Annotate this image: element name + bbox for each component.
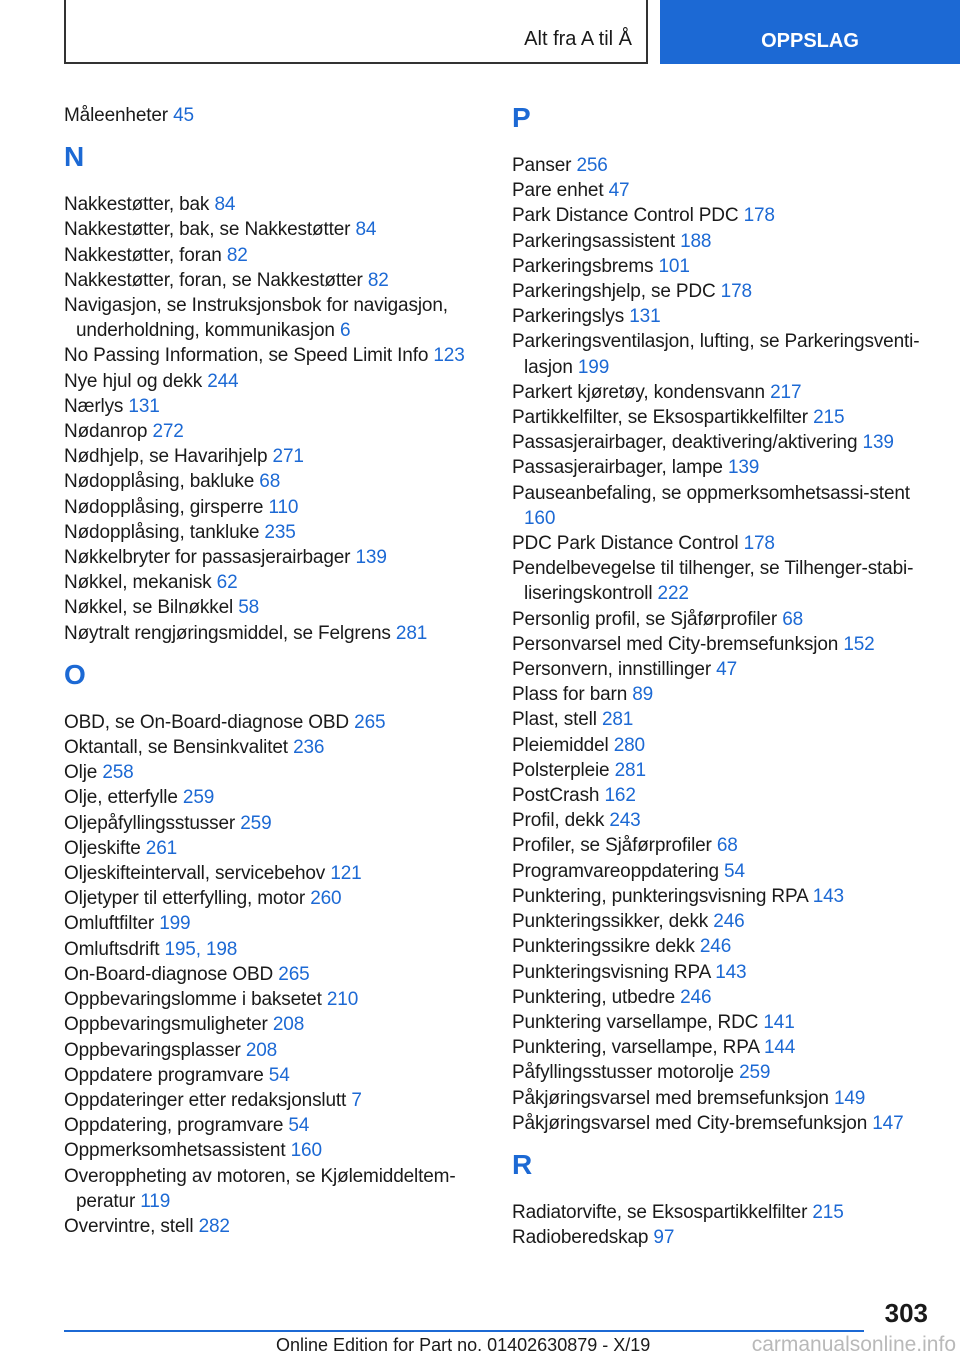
index-term: Måleenheter (64, 105, 168, 126)
index-entry (64, 1063, 484, 1088)
index-entry (512, 1060, 932, 1085)
index-entry (512, 556, 932, 606)
index-term: Punktering, punkteringsvisning RPA (512, 885, 808, 907)
page-reference-link[interactable]: 47 (716, 659, 738, 681)
index-term: Olje, etterfylle (64, 787, 178, 809)
index-term: Nøkkel, mekanisk (64, 572, 212, 594)
page-reference-link[interactable]: 210 (326, 989, 359, 1011)
index-entry (512, 808, 932, 833)
page-reference-link[interactable]: 121 (330, 863, 362, 885)
index-entry (512, 833, 932, 858)
index-entry (64, 710, 484, 735)
page-reference-link[interactable]: 97 (653, 1227, 675, 1249)
page-reference-link[interactable]: 256 (576, 155, 608, 176)
index-entry (64, 1012, 484, 1037)
index-entry (64, 369, 484, 394)
index-entry (512, 1111, 932, 1136)
header-section-box (64, 0, 648, 64)
page-reference-link[interactable]: 162 (604, 785, 636, 807)
index-entry (512, 531, 932, 556)
index-entry (64, 293, 484, 343)
page-reference-link[interactable]: 265 (354, 711, 386, 733)
index-entry (512, 1035, 932, 1060)
page-reference-link[interactable]: 143 (812, 885, 844, 907)
index-entry (512, 909, 932, 934)
page-reference-link[interactable]: 144 (763, 1037, 796, 1059)
index-entry (64, 469, 484, 494)
page-number: 303 (884, 1298, 928, 1328)
index-entry (64, 861, 484, 886)
page-reference-link[interactable]: 244 (207, 370, 239, 392)
page-reference-link[interactable]: 82 (226, 244, 248, 266)
index-term: Oppdatere programvare (64, 1064, 264, 1086)
page-reference-link[interactable]: 178 (720, 281, 752, 303)
page-reference-link[interactable]: 160 (524, 507, 556, 529)
index-entry (64, 1138, 484, 1163)
index-term: Overvintre, stell (64, 1215, 194, 1237)
page-reference-link[interactable]: 152 (843, 633, 875, 655)
index-entry (64, 785, 484, 810)
index-entry (64, 1113, 484, 1138)
index-letter-heading: N (64, 141, 85, 173)
page-reference-link[interactable]: 131 (629, 306, 661, 328)
index-entry (64, 962, 484, 987)
edition-text: Online Edition for Part no. 01402630879 - X/19 (276, 1335, 651, 1355)
page-reference-link[interactable]: 215 (812, 1201, 844, 1223)
index-term: Pendelbevegelse til tilhenger, se Tilhenger-stabi-liseringskontroll (512, 558, 914, 605)
index-entry (512, 229, 932, 254)
index-entry (64, 987, 484, 1012)
index-term: Nødopplåsing, bakluke (64, 471, 255, 493)
index-term: Omluftsdrift (64, 938, 160, 960)
index-term: Radioberedskap (512, 1227, 649, 1249)
index-term: Nøytralt rengjøringsmiddel, se Felgrens (64, 622, 391, 644)
index-term: Oktantall, se Bensinkvalitet (64, 737, 288, 759)
index-term: Oppmerksomhetsassistent (64, 1140, 286, 1162)
index-term: Pleiemiddel (512, 734, 609, 756)
page-reference-link[interactable]: 178 (743, 205, 775, 227)
page-reference-link[interactable]: 222 (657, 583, 689, 605)
index-entry (512, 481, 932, 531)
index-entry (512, 455, 932, 480)
page-reference-link[interactable]: 82 (367, 269, 389, 291)
index-entry (512, 960, 932, 985)
index-term: Nærlys (64, 395, 124, 417)
index-entry (512, 733, 932, 758)
page-reference-link[interactable]: 101 (658, 255, 690, 277)
index-term: Nødhjelp, se Havarihjelp (64, 446, 268, 468)
index-entry (64, 811, 484, 836)
index-term: Nøkkelbryter for passasjerairbager (64, 547, 351, 569)
index-term: Pare enhet (512, 180, 604, 202)
page-reference-link[interactable]: 282 (198, 1215, 230, 1237)
index-entry (64, 520, 484, 545)
page-reference-link[interactable]: 178 (743, 533, 775, 555)
index-term: Personlig profil, se Sjåførprofiler (512, 608, 778, 630)
index-term: Oljeskifte (64, 837, 141, 859)
index-term: PostCrash (512, 785, 600, 807)
index-entry (64, 1038, 484, 1063)
index-entry (64, 836, 484, 861)
index-column-right (512, 103, 932, 1250)
index-entry (64, 937, 484, 962)
index-entry (512, 758, 932, 783)
index-term: Oljeskifteintervall, servicebehov (64, 863, 326, 885)
index-entry (512, 985, 932, 1010)
page-reference-link[interactable]: 235 (264, 521, 296, 543)
page-reference-link[interactable]: 160 (290, 1140, 322, 1162)
index-term: Passasjerairbager, lampe (512, 457, 723, 479)
page-reference-link[interactable]: 89 (632, 684, 654, 706)
index-term: Punktering varsellampe, RDC (512, 1011, 759, 1033)
index-term: Punkteringssikre dekk (512, 936, 695, 958)
index-term: Programvareoppdatering (512, 860, 719, 882)
page-reference-link[interactable]: 281 (601, 709, 634, 731)
index-term: Punktering, utbedre (512, 986, 675, 1008)
index-term: Parkeringshjelp, se PDC (512, 281, 716, 303)
index-entry (64, 545, 484, 570)
page-reference-link[interactable]: 260 (310, 888, 342, 910)
page-reference-link[interactable]: 54 (288, 1115, 310, 1137)
page-reference-link[interactable]: 84 (214, 194, 236, 216)
index-term: Oljepåfyllingsstusser (64, 812, 236, 834)
index-term: Nakkestøtter, foran, se Nakkestøtter (64, 269, 363, 291)
index-entry (64, 343, 484, 368)
index-term: Parkeringslys (512, 306, 625, 328)
index-term: PDC Park Distance Control (512, 533, 739, 555)
index-term: Oppdateringer etter redaksjonslutt (64, 1089, 347, 1111)
page-reference-link[interactable]: 139 (862, 432, 894, 454)
index-entry (64, 570, 484, 595)
index-entry (64, 394, 484, 419)
index-letter-heading: O (64, 658, 86, 690)
index-term: Punkteringsvisning RPA (512, 961, 711, 983)
index-entry (64, 243, 484, 268)
page-reference-link[interactable]: 265 (278, 963, 310, 985)
index-term: Radiatorvifte, se Eksospartikkelfilter (512, 1201, 808, 1223)
page-reference-link[interactable]: 246 (699, 936, 732, 958)
index-term: Plass for barn (512, 684, 628, 706)
index-term: Parkeringsassistent (512, 230, 675, 252)
footer-divider (64, 1330, 864, 1332)
index-term: Plast, stell (512, 709, 597, 731)
index-term: Punkteringssikker, dekk (512, 911, 709, 933)
index-entry (512, 254, 932, 279)
index-term: Polsterpleie (512, 759, 610, 781)
page-reference-link[interactable]: 123 (433, 345, 465, 367)
index-term: Personvarsel med City-bremsefunksjon (512, 633, 839, 655)
index-entry (512, 1010, 932, 1035)
page-reference-link[interactable]: 68 (782, 608, 804, 630)
index-term: Påfyllingsstusser motorolje (512, 1062, 734, 1084)
page-reference-link[interactable]: 281 (395, 622, 428, 644)
index-term: Oljetyper til etterfylling, motor (64, 888, 306, 910)
index-entry (512, 607, 932, 632)
index-term: Nøkkel, se Bilnøkkel (64, 597, 234, 619)
page-reference-link[interactable]: 258 (102, 762, 134, 784)
page-reference-link[interactable]: 271 (272, 446, 304, 468)
index-term: Profiler, se Sjåførprofiler (512, 835, 712, 857)
index-entry (64, 595, 484, 620)
index-term: Navigasjon, se Instruksjonsbok for navigasjon, underholdning, kommunikasjon (64, 295, 448, 342)
index-term: Nødopplåsing, tankluke (64, 521, 260, 543)
index-entry (512, 329, 932, 379)
index-entry (512, 203, 932, 228)
index-term: Nødanrop (64, 421, 148, 443)
index-entry (512, 178, 932, 203)
index-entry (512, 632, 932, 657)
page-reference-link[interactable]: 45 (173, 105, 194, 126)
index-term: Passasjerairbager, deaktivering/aktivering (512, 432, 858, 454)
page-reference-link[interactable]: 147 (872, 1112, 904, 1134)
index-term: Oppdatering, programvare (64, 1115, 284, 1137)
index-entry (64, 444, 484, 469)
index-entry (512, 430, 932, 455)
index-entry (512, 682, 932, 707)
index-entry (64, 1088, 484, 1113)
index-entry (64, 886, 484, 911)
index-entry (64, 735, 484, 760)
index-term: Nakkestøtter, foran (64, 244, 222, 266)
page-reference-link[interactable]: 199 (577, 356, 610, 378)
section-title: Alt fra A til Å (524, 28, 632, 50)
index-term: On-Board-diagnose OBD (64, 963, 274, 985)
index-term: Oppbevaringsmuligheter (64, 1014, 268, 1036)
index-entry (512, 934, 932, 959)
page-reference-link[interactable]: 84 (355, 219, 377, 241)
page-reference-link[interactable]: 68 (259, 471, 281, 493)
page-reference-link[interactable]: 195, 198 (164, 938, 238, 960)
index-entry (64, 495, 484, 520)
page-reference-link[interactable]: 261 (145, 837, 178, 859)
index-term: Punktering, varsellampe, RPA (512, 1037, 759, 1059)
index-term: Nakkestøtter, bak (64, 194, 210, 216)
index-term: Nødopplåsing, girsperre (64, 496, 264, 518)
index-entry (512, 1225, 932, 1250)
index-entry (512, 859, 932, 884)
index-term: Olje (64, 762, 98, 784)
page-reference-link[interactable]: 139 (727, 457, 760, 479)
page-reference-link[interactable]: 208 (272, 1014, 305, 1036)
index-term: OBD, se On-Board-diagnose OBD (64, 711, 350, 733)
index-term: Parkeringsbrems (512, 255, 654, 277)
index-entry (64, 103, 484, 128)
index-entry (64, 760, 484, 785)
index-entry (512, 153, 932, 178)
index-term: Parkeringsventilasjon, lufting, se Parkeringsventi-lasjon (512, 331, 920, 378)
page-reference-link[interactable]: 272 (152, 421, 184, 443)
index-term: Personvern, innstillinger (512, 659, 712, 681)
page-reference-link[interactable]: 139 (355, 547, 387, 569)
page-reference-link[interactable]: 62 (216, 572, 238, 594)
index-term: Omluftfilter (64, 913, 155, 935)
index-entry (512, 1086, 932, 1111)
page-reference-link[interactable]: 236 (293, 737, 325, 759)
index-term: Park Distance Control PDC (512, 205, 739, 227)
page-reference-link[interactable]: 6 (339, 320, 351, 342)
index-entry (64, 911, 484, 936)
page-reference-link[interactable]: 199 (159, 913, 191, 935)
index-entry (64, 1164, 484, 1214)
index-entry (512, 1200, 932, 1225)
page-reference-link[interactable]: 131 (128, 395, 160, 417)
index-entry (64, 217, 484, 242)
index-entry (512, 783, 932, 808)
index-term: Parkert kjøretøy, kondensvann (512, 381, 765, 403)
index-letter-heading: R (512, 1148, 533, 1180)
index-entry (512, 304, 932, 329)
page-reference-link[interactable]: 119 (140, 1190, 171, 1212)
page-reference-link[interactable]: 243 (609, 810, 641, 832)
page-reference-link[interactable]: 281 (614, 759, 646, 781)
page-reference-link[interactable]: 58 (238, 597, 260, 619)
index-entry (64, 192, 484, 217)
page-reference-link[interactable]: 217 (770, 381, 802, 403)
index-entry (64, 419, 484, 444)
page-reference-link[interactable]: 188 (680, 230, 712, 252)
tab-oppslag[interactable]: OPPSLAG (660, 0, 960, 64)
index-term: No Passing Information, se Speed Limit Info (64, 345, 429, 367)
page-reference-link[interactable]: 110 (268, 496, 299, 518)
index-entry (512, 380, 932, 405)
index-entry (512, 405, 932, 430)
page-reference-link[interactable]: 149 (833, 1087, 866, 1109)
index-term: Påkjøringsvarsel med bremsefunksjon (512, 1087, 829, 1109)
index-entry (512, 707, 932, 732)
page-reference-link[interactable]: 143 (715, 961, 747, 983)
index-term: Overoppheting av motoren, se Kjølemiddeltem-peratur (64, 1165, 456, 1212)
index-term: Partikkelfilter, se Eksospartikkelfilter (512, 407, 808, 429)
page-reference-link[interactable]: 259 (240, 812, 272, 834)
page-reference-link[interactable]: 54 (268, 1064, 290, 1086)
index-entry (512, 279, 932, 304)
index-term: Profil, dekk (512, 810, 605, 832)
index-term: Panser (512, 155, 572, 176)
page-reference-link[interactable]: 47 (608, 180, 630, 202)
index-entry (64, 621, 484, 646)
page-reference-link[interactable]: 208 (245, 1039, 278, 1061)
index-entry (64, 1214, 484, 1239)
page-reference-link[interactable]: 215 (813, 407, 845, 429)
page-reference-link[interactable]: 54 (724, 860, 745, 882)
index-term: Nakkestøtter, bak, se Nakkestøtter (64, 219, 351, 241)
index-entry (512, 657, 932, 682)
page-reference-link[interactable]: 246 (713, 911, 745, 933)
index-term: Påkjøringsvarsel med City-bremsefunksjon (512, 1112, 868, 1134)
index-term: Oppbevaringsplasser (64, 1039, 241, 1061)
index-letter-heading: P (512, 102, 531, 133)
page-reference-link[interactable]: 280 (613, 734, 645, 756)
page-reference-link[interactable]: 259 (739, 1062, 771, 1084)
index-entry (64, 268, 484, 293)
page-reference-link[interactable]: 7 (351, 1089, 362, 1111)
page-reference-link[interactable]: 141 (763, 1011, 795, 1033)
index-term: Pauseanbefaling, se oppmerksomhetsassi-stent (512, 482, 910, 504)
page-reference-link[interactable]: 259 (182, 787, 215, 809)
page-reference-link[interactable]: 68 (716, 835, 738, 857)
index-column-left (64, 103, 484, 1239)
index-entry (512, 884, 932, 909)
page-reference-link[interactable]: 246 (680, 986, 712, 1008)
watermark: carmanualsonline.info (751, 1333, 956, 1356)
index-term: Oppbevaringslomme i baksetet (64, 989, 322, 1011)
index-term: Nye hjul og dekk (64, 370, 203, 392)
